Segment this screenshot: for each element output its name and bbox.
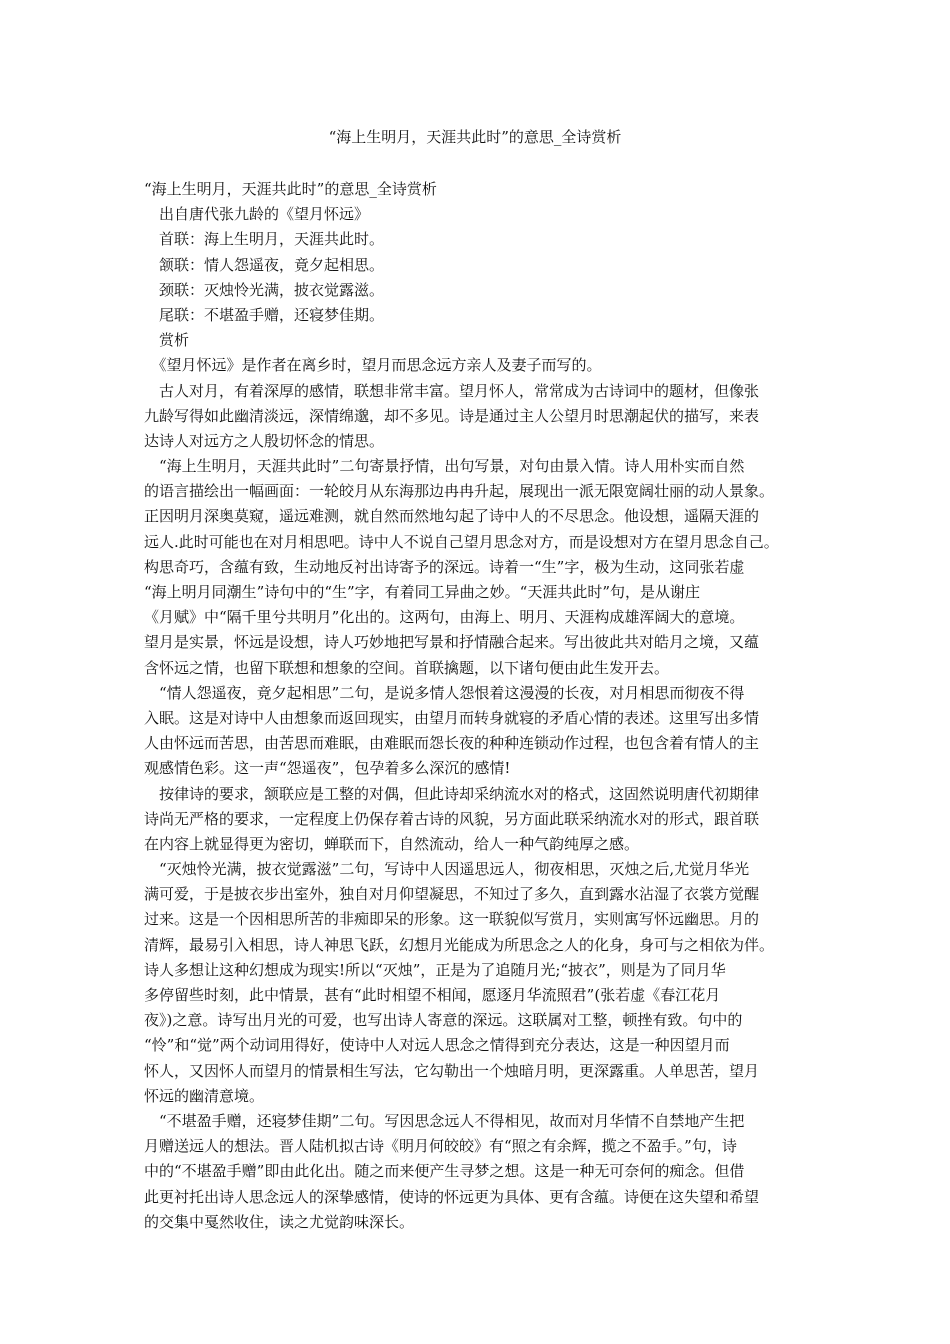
text-line: 远人.此时可能也在对月相思吧。诗中人不说自己望月思念对方，而是设想对方在望月思念自己。: [144, 532, 779, 551]
text-line: 此更衬托出诗人思念远人的深挚感情，使诗的怀远更为具体、更有含蕴。诗便在这失望和希望: [144, 1187, 760, 1206]
text-line: 过来。这是一个因相思所苦的非痴即呆的形象。这一联貌似写赏月，实则寓写怀远幽思。月的: [144, 910, 760, 929]
text-line: 正因明月深奥莫窥，遥远难测，就自然而然地勾起了诗中人的不尽思念。他设想，遥隔天涯的: [144, 507, 760, 526]
text-line: “海上明月同潮生”诗句中的“生”字，有着同工异曲之妙。“天涯共此时”句，是从谢庄: [144, 583, 701, 601]
text-line: 赏析: [144, 331, 190, 350]
text-line: 诗人多想让这种幻想成为现实!所以“灭烛”，正是为了追随月光;“披衣”，则是为了同月华: [144, 960, 726, 979]
text-line: 《望月怀远》是作者在离乡时，望月而思念远方亲人及妻子而写的。: [144, 356, 602, 375]
text-line: 中的“不堪盈手赠”即由此化出。随之而来便产生寻梦之想。这是一种无可奈何的痴念。但借: [144, 1162, 745, 1181]
text-line: “怜”和“觉”两个动词用得好，使诗中人对远人思念之情得到充分表达，这是一种因望月而: [144, 1036, 730, 1055]
text-line: “海上生明月，天涯共此时”的意思_全诗赏析: [144, 180, 437, 198]
text-line: 满可爱，于是披衣步出室外，独自对月仰望凝思，不知过了多久，直到露水沾湿了衣裳方觉醒: [144, 885, 760, 904]
text-line: “海上生明月，天涯共此时”二句寄景抒情，出句写景，对句由景入情。诗人用朴实而自然: [144, 457, 745, 476]
text-line: 颔联：情人怨遥夜，竟夕起相思。: [144, 255, 385, 274]
text-line: 九龄写得如此幽清淡远，深情绵邈，却不多见。诗是通过主人公望月时思潮起伏的描写，来表: [144, 406, 760, 425]
text-line: 《月赋》中“隔千里兮共明月”化出的。这两句，由海上、明月、天涯构成雄浑阔大的意境。: [144, 608, 745, 627]
text-line: “情人怨遥夜，竟夕起相思”二句，是说多情人怨恨着这漫漫的长夜，对月相思而彻夜不得: [144, 683, 745, 702]
text-line: 望月是实景，怀远是设想，诗人巧妙地把写景和抒情融合起来。写出彼此共对皓月之境，又蕴: [144, 633, 760, 652]
page-title: “海上生明月，天涯共此时”的意思_全诗赏析: [328, 128, 622, 146]
text-line: 含怀远之情，也留下联想和想象的空间。首联擒题，以下诸句便由此生发开去。: [144, 658, 670, 677]
document-body: [144, 177, 824, 1235]
text-line: 怀人，又因怀人而望月的情景相生写法，它勾勒出一个烛暗月明，更深露重。人单思苦，望月: [144, 1061, 760, 1080]
text-line: “灭烛怜光满，披衣觉露滋”二句，写诗中人因遥思远人，彻夜相思，灭烛之后,尤觉月华光: [144, 860, 750, 879]
text-line: 古人对月，有着深厚的感情，联想非常丰富。望月怀人，常常成为古诗词中的题材，但像张: [144, 381, 760, 400]
text-line: 首联：海上生明月，天涯共此时。: [144, 230, 385, 249]
text-line: 构思奇巧，含蕴有致，生动地反衬出诗寄予的深远。诗着一“生”字，极为生动，这同张若虚: [144, 557, 745, 576]
text-line: 按律诗的要求，颔联应是工整的对偶，但此诗却采纳流水对的格式，这固然说明唐代初期律: [144, 784, 760, 803]
text-line: 月赠送远人的想法。晋人陆机拟古诗《明月何皎皎》有“照之有余辉，揽之不盈手。”句，诗: [144, 1137, 737, 1156]
text-line: 在内容上就显得更为密切，蝉联而下，自然流动，给人一种气韵纯厚之感。: [144, 834, 640, 853]
text-line: 诗尚无严格的要求，一定程度上仍保存着古诗的风貌，另方面此联采纳流水对的形式，跟首联: [144, 809, 760, 828]
text-line: 的语言描绘出一幅画面：一轮皎月从东海那边冉冉升起，展现出一派无限宽阔壮丽的动人景象。: [144, 482, 775, 501]
text-line: 出自唐代张九龄的《望月怀远》: [144, 205, 370, 224]
text-line: 尾联：不堪盈手赠，还寝梦佳期。: [144, 305, 385, 324]
text-line: 夜》)之意。诗写出月光的可爱，也写出诗人寄意的深远。这联属对工整，顿挫有致。句中的: [144, 1011, 743, 1030]
text-line: 怀远的幽清意境。: [144, 1086, 265, 1105]
text-line: 颈联：灭烛怜光满，披衣觉露滋。: [144, 280, 385, 299]
text-line: 观感情色彩。这一声“怨遥夜”，包孕着多么深沉的感情!: [144, 759, 511, 778]
text-line: 的交集中戛然收住，读之尤觉韵味深长。: [144, 1212, 415, 1231]
text-line: 达诗人对远方之人殷切怀念的情思。: [144, 431, 385, 450]
text-line: 多停留些时刻，此中情景，甚有“此时相望不相闻，愿逐月华流照君”(张若虚《春江花月: [144, 986, 721, 1004]
text-line: 清辉，最易引入相思，诗人神思飞跃，幻想月光能成为所思念之人的化身，身可与之相依为伴。: [144, 935, 775, 954]
text-line: “不堪盈手赠，还寝梦佳期”二句。写因思念远人不得相见，故而对月华情不自禁地产生把: [144, 1111, 745, 1130]
text-line: 入眠。这是对诗中人由想象而返回现实，由望月而转身就寝的矛盾心情的表述。这里写出多情: [144, 708, 760, 727]
text-line: 人由怀远而苦思，由苦思而难眠，由难眠而怨长夜的种种连锁动作过程，也包含着有情人的主: [144, 734, 760, 753]
